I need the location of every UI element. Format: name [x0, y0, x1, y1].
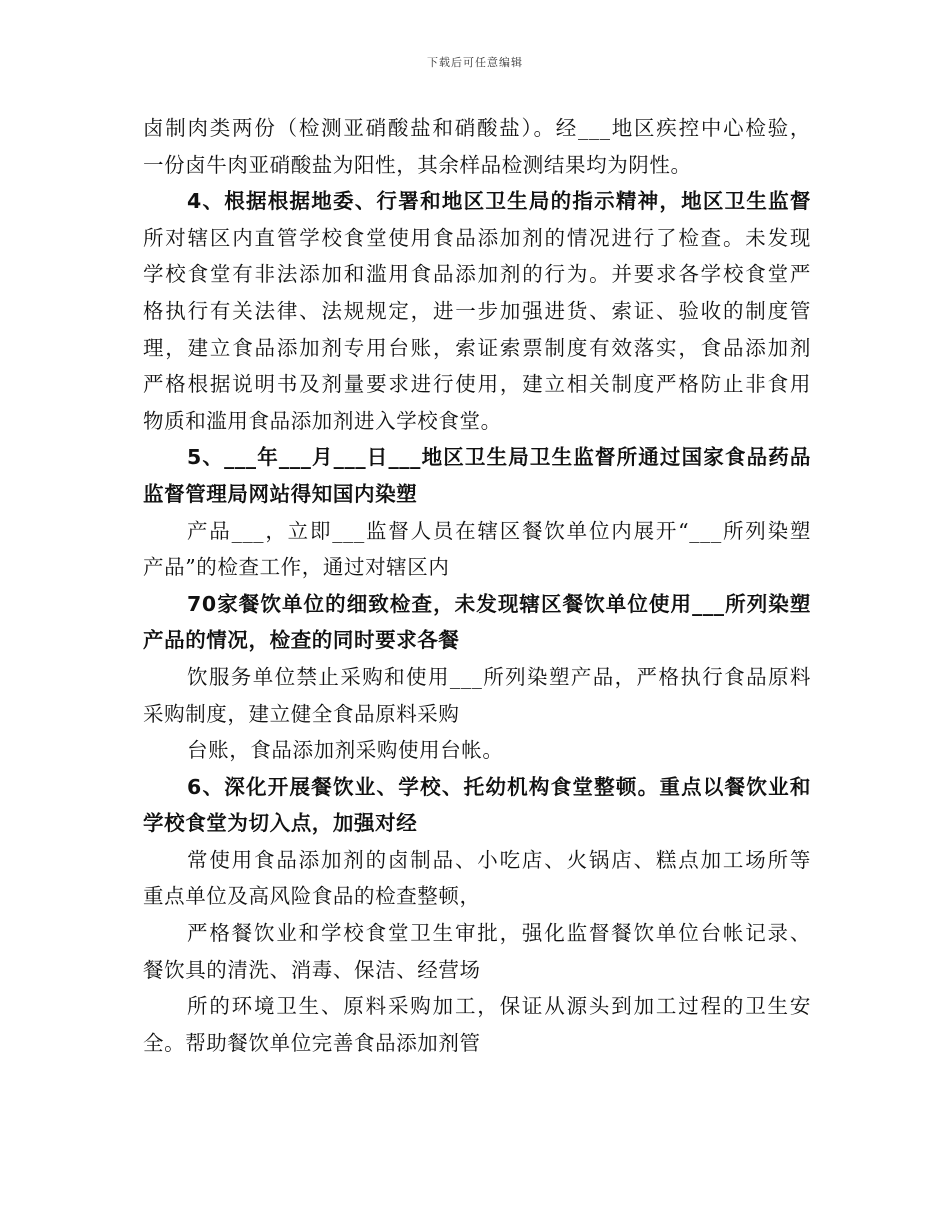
- text-line: 5、___年___月___日___地区卫生局卫生监督所通过国家食品药品: [187, 445, 811, 470]
- text-line: 严格根据说明书及剂量要求进行使用，建立相关制度严格防止非食用: [143, 372, 811, 397]
- text-line: 重点单位及高风险食品的检查整顿，: [143, 884, 481, 909]
- text-line: 物质和滥用食品添加剂进入学校食堂。: [143, 408, 502, 433]
- document-body: [143, 110, 811, 1061]
- text-line: 学校食堂为切入点，加强对经: [143, 811, 418, 836]
- text-line: 所对辖区内直管学校食堂使用食品添加剂的情况进行了检查。未发现: [143, 225, 811, 250]
- text-line: 台账，食品添加剂采购使用台帐。: [187, 738, 504, 763]
- text-line: 卤制肉类两份（检测亚硝酸盐和硝酸盐）。经___地区疾控中心检验，: [143, 116, 811, 140]
- text-line: 产品”的检查工作，通过对辖区内: [143, 555, 450, 580]
- text-line: 采购制度，建立健全食品原料采购: [143, 701, 460, 726]
- text-line: 所的环境卫生、原料采购加工，保证从源头到加工过程的卫生安: [187, 994, 811, 1019]
- text-line: 常使用食品添加剂的卤制品、小吃店、火锅店、糕点加工场所等: [187, 847, 811, 872]
- text-line: 4、根据根据地委、行署和地区卫生局的指示精神，地区卫生监督: [187, 189, 811, 214]
- page-header: 下载后可任意编辑: [427, 56, 523, 69]
- text-line: 理，建立食品添加剂专用台账，索证索票制度有效落实，食品添加剂: [143, 335, 811, 360]
- text-line: 产品___，立即___监督人员在辖区餐饮单位内展开“___所列染塑: [187, 518, 811, 543]
- text-line: 学校食堂有非法添加和滥用食品添加剂的行为。并要求各学校食堂严: [143, 262, 811, 287]
- text-line: 饮服务单位禁止采购和使用___所列染塑产品，严格执行食品原料: [187, 664, 811, 689]
- text-line: 6、深化开展餐饮业、学校、托幼机构食堂整顿。重点以餐饮业和: [187, 774, 811, 799]
- text-line: 一份卤牛肉亚硝酸盐为阳性，其余样品检测结果均为阴性。: [143, 152, 692, 177]
- text-line: 产品的情况，检查的同时要求各餐: [143, 628, 460, 653]
- text-line: 监督管理局网站得知国内染塑: [143, 481, 418, 506]
- text-line: 严格餐饮业和学校食堂卫生审批，强化监督餐饮单位台帐记录、: [187, 921, 811, 946]
- text-line: 70家餐饮单位的细致检查，未发现辖区餐饮单位使用___所列染塑: [187, 591, 811, 616]
- text-line: 格执行有关法律、法规规定，进一步加强进货、索证、验收的制度管: [143, 298, 811, 323]
- text-line: 餐饮具的清洗、消毒、保洁、经营场: [143, 957, 481, 982]
- text-line: 全。帮助餐饮单位完善食品添加剂管: [143, 1030, 481, 1055]
